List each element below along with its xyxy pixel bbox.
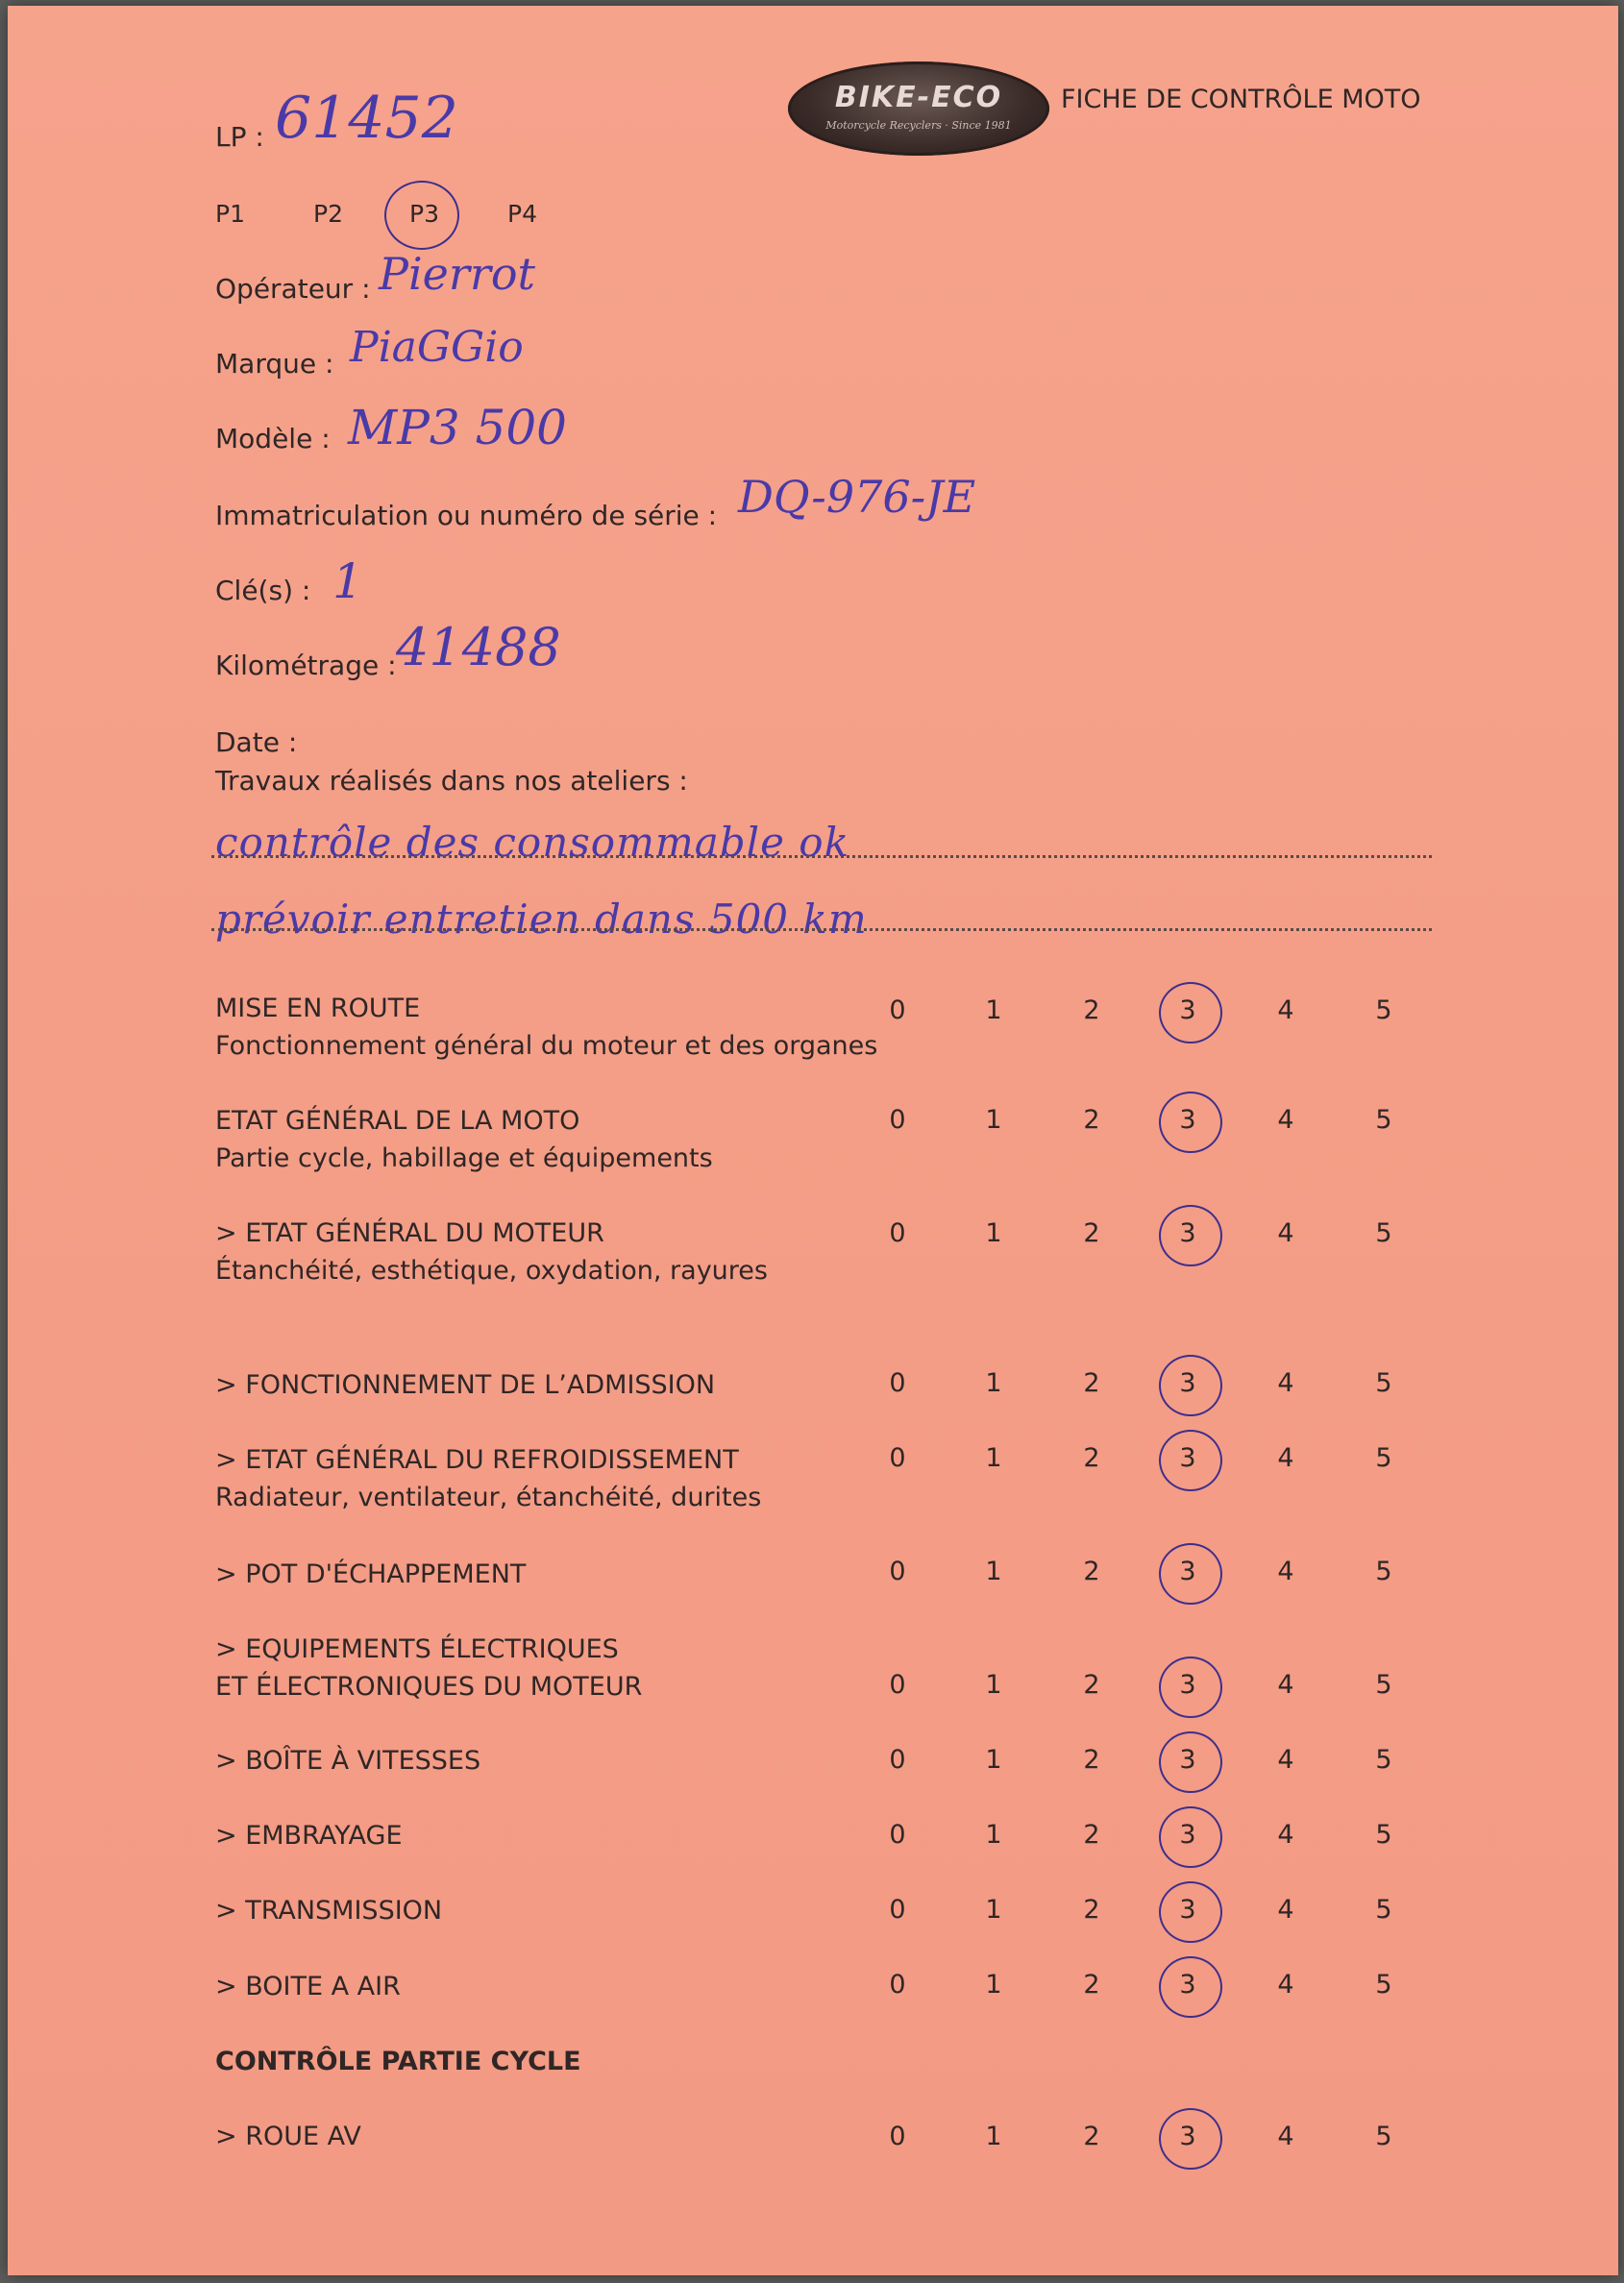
- section-title-cycle: CONTRÔLE PARTIE CYCLE: [215, 2047, 581, 2076]
- score-option-1: 1: [985, 1368, 1002, 1398]
- score-option-0: 0: [889, 2122, 906, 2151]
- logo-text: BIKE-ECO: [834, 81, 1003, 114]
- score-option-2: 2: [1083, 1557, 1100, 1586]
- score-option-4: 4: [1277, 1670, 1294, 1700]
- score-option-5: 5: [1375, 2122, 1392, 2151]
- score-option-0: 0: [889, 995, 906, 1025]
- check-subtitle: ET ÉLECTRONIQUES DU MOTEUR: [215, 1672, 643, 1702]
- score-option-0: 0: [889, 1820, 906, 1850]
- check-title: > BOITE A AIR: [215, 1972, 401, 2001]
- score-option-3: 3: [1179, 1368, 1196, 1398]
- check-title: > ETAT GÉNÉRAL DU MOTEUR: [215, 1218, 604, 1248]
- score-selected-circle: [1159, 1543, 1222, 1605]
- score-option-0: 0: [889, 1368, 906, 1398]
- score-option-2: 2: [1083, 1820, 1100, 1850]
- score-option-2: 2: [1083, 2122, 1100, 2151]
- score-option-1: 1: [985, 1745, 1002, 1775]
- score-option-3: 3: [1179, 1670, 1196, 1700]
- score-option-4: 4: [1277, 995, 1294, 1025]
- lp-value: 61452: [275, 85, 458, 152]
- check-title: ETAT GÉNÉRAL DE LA MOTO: [215, 1106, 580, 1136]
- check-title: MISE EN ROUTE: [215, 994, 421, 1023]
- score-option-5: 5: [1375, 1745, 1392, 1775]
- mileage-label: Kilométrage :: [215, 650, 397, 681]
- score-option-0: 0: [889, 1443, 906, 1473]
- score-selected-circle: [1159, 1205, 1222, 1266]
- score-option-1: 1: [985, 1557, 1002, 1586]
- logo-subtitle: Motorcycle Recyclers · Since 1981: [825, 119, 1012, 132]
- score-option-4: 4: [1277, 2122, 1294, 2151]
- score-option-1: 1: [985, 2122, 1002, 2151]
- priority-p3: P3: [409, 200, 439, 228]
- score-option-1: 1: [985, 1670, 1002, 1700]
- operator-value: Pierrot: [379, 248, 536, 300]
- priority-p4: P4: [507, 200, 537, 228]
- score-option-2: 2: [1083, 1670, 1100, 1700]
- score-option-3: 3: [1179, 1105, 1196, 1135]
- check-subtitle: Radiateur, ventilateur, étanchéité, durites: [215, 1483, 762, 1512]
- operator-label: Opérateur :: [215, 273, 371, 305]
- score-option-2: 2: [1083, 1895, 1100, 1925]
- score-selected-circle: [1159, 1806, 1222, 1868]
- score-option-3: 3: [1179, 995, 1196, 1025]
- model-label: Modèle :: [215, 423, 331, 454]
- score-option-3: 3: [1179, 1218, 1196, 1248]
- priority-p1: P1: [215, 200, 245, 228]
- check-subtitle: Fonctionnement général du moteur et des organes: [215, 1031, 878, 1061]
- priority-selected-circle: [384, 181, 459, 250]
- score-option-5: 5: [1375, 1895, 1392, 1925]
- score-option-2: 2: [1083, 1218, 1100, 1248]
- score-option-2: 2: [1083, 1368, 1100, 1398]
- keys-value: 1: [332, 553, 363, 609]
- score-selected-circle: [1159, 2108, 1222, 2170]
- score-option-3: 3: [1179, 1745, 1196, 1775]
- score-selected-circle: [1159, 1430, 1222, 1491]
- score-option-4: 4: [1277, 1443, 1294, 1473]
- check-title: > POT D'ÉCHAPPEMENT: [215, 1559, 527, 1589]
- score-option-5: 5: [1375, 1557, 1392, 1586]
- works-line-2: prévoir entretien dans 500 km: [215, 896, 868, 943]
- score-selected-circle: [1159, 1657, 1222, 1718]
- score-selected-circle: [1159, 1355, 1222, 1416]
- score-option-5: 5: [1375, 1970, 1392, 2000]
- score-option-0: 0: [889, 1218, 906, 1248]
- check-title: > TRANSMISSION: [215, 1896, 443, 1926]
- works-line-1: contrôle des consommable ok: [215, 819, 850, 866]
- score-option-2: 2: [1083, 995, 1100, 1025]
- check-title: > ROUE AV: [215, 2122, 361, 2151]
- works-dotted-line-2: [211, 928, 1432, 931]
- score-option-0: 0: [889, 1557, 906, 1586]
- check-title: > ETAT GÉNÉRAL DU REFROIDISSEMENT: [215, 1445, 739, 1475]
- score-option-1: 1: [985, 1105, 1002, 1135]
- score-option-5: 5: [1375, 1820, 1392, 1850]
- score-option-0: 0: [889, 1105, 906, 1135]
- score-option-2: 2: [1083, 1443, 1100, 1473]
- score-option-4: 4: [1277, 1105, 1294, 1135]
- score-option-1: 1: [985, 1895, 1002, 1925]
- check-subtitle: Partie cycle, habillage et équipements: [215, 1143, 713, 1173]
- registration-value: DQ-976-JE: [738, 471, 976, 523]
- score-option-1: 1: [985, 1443, 1002, 1473]
- score-option-0: 0: [889, 1745, 906, 1775]
- score-option-3: 3: [1179, 2122, 1196, 2151]
- score-option-4: 4: [1277, 1218, 1294, 1248]
- score-option-4: 4: [1277, 1970, 1294, 2000]
- score-option-0: 0: [889, 1895, 906, 1925]
- score-selected-circle: [1159, 982, 1222, 1043]
- score-option-4: 4: [1277, 1368, 1294, 1398]
- score-option-0: 0: [889, 1670, 906, 1700]
- score-selected-circle: [1159, 1881, 1222, 1943]
- keys-label: Clé(s) :: [215, 575, 311, 606]
- works-dotted-line-1: [211, 855, 1432, 858]
- check-title: > BOÎTE À VITESSES: [215, 1746, 481, 1776]
- model-value: MP3 500: [348, 400, 567, 455]
- inspection-sheet: [8, 6, 1618, 2275]
- score-option-4: 4: [1277, 1745, 1294, 1775]
- score-option-5: 5: [1375, 1670, 1392, 1700]
- lp-label: LP :: [215, 121, 264, 153]
- score-option-2: 2: [1083, 1105, 1100, 1135]
- score-option-5: 5: [1375, 1218, 1392, 1248]
- score-selected-circle: [1159, 1092, 1222, 1153]
- score-option-4: 4: [1277, 1820, 1294, 1850]
- score-selected-circle: [1159, 1731, 1222, 1793]
- check-subtitle: Étanchéité, esthétique, oxydation, rayures: [215, 1256, 768, 1286]
- brand-label: Marque :: [215, 348, 334, 380]
- registration-label: Immatriculation ou numéro de série :: [215, 500, 718, 531]
- score-option-1: 1: [985, 995, 1002, 1025]
- score-option-0: 0: [889, 1970, 906, 2000]
- brand-value: PiaGGio: [350, 323, 524, 372]
- score-option-1: 1: [985, 1218, 1002, 1248]
- check-title: > EMBRAYAGE: [215, 1821, 403, 1851]
- score-option-3: 3: [1179, 1557, 1196, 1586]
- check-title: > FONCTIONNEMENT DE L’ADMISSION: [215, 1370, 716, 1400]
- score-option-5: 5: [1375, 1443, 1392, 1473]
- works-label: Travaux réalisés dans nos ateliers :: [215, 765, 688, 797]
- score-option-3: 3: [1179, 1820, 1196, 1850]
- document-title: FICHE DE CONTRÔLE MOTO: [1061, 85, 1421, 114]
- score-option-5: 5: [1375, 1105, 1392, 1135]
- score-option-3: 3: [1179, 1895, 1196, 1925]
- score-option-3: 3: [1179, 1443, 1196, 1473]
- priority-p2: P2: [313, 200, 343, 228]
- score-option-2: 2: [1083, 1970, 1100, 2000]
- score-option-3: 3: [1179, 1970, 1196, 2000]
- score-option-2: 2: [1083, 1745, 1100, 1775]
- score-option-4: 4: [1277, 1895, 1294, 1925]
- date-label: Date :: [215, 726, 298, 758]
- score-option-4: 4: [1277, 1557, 1294, 1586]
- check-title: > EQUIPEMENTS ÉLECTRIQUES: [215, 1634, 619, 1664]
- score-selected-circle: [1159, 1956, 1222, 2018]
- score-option-5: 5: [1375, 1368, 1392, 1398]
- score-option-5: 5: [1375, 995, 1392, 1025]
- score-option-1: 1: [985, 1820, 1002, 1850]
- score-option-1: 1: [985, 1970, 1002, 2000]
- mileage-value: 41488: [396, 617, 561, 677]
